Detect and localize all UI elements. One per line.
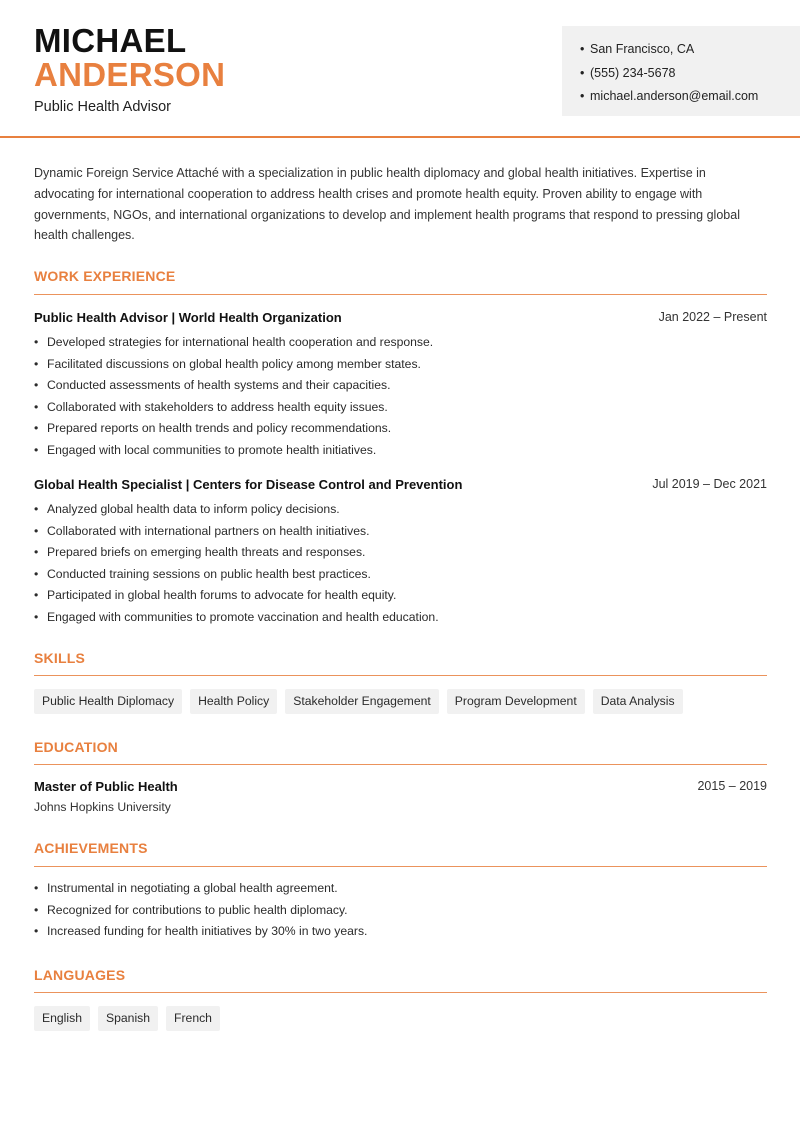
summary-text: Dynamic Foreign Service Attaché with a specialization in public health diplomacy and global health initiatives. Expertise in advocating for international cooperation to address health crises and promote health equity. Proven ability to engage with governments, NGOs, and international organizations to develop and implement health programs that respond to pressing global health challenges. <box>34 166 740 243</box>
language-tag: English <box>34 1006 90 1031</box>
job-header <box>34 477 767 492</box>
list-item: • Instrumental in negotiating a global health agreement. <box>34 878 767 900</box>
resume-header <box>0 0 800 138</box>
skill-tag: Stakeholder Engagement <box>285 689 439 714</box>
list-item: • Developed strategies for international health cooperation and response. <box>34 332 767 354</box>
skill-tag: Public Health Diplomacy <box>34 689 182 714</box>
education-dates: 2015 – 2019 <box>697 779 767 793</box>
section-title-languages: LANGUAGES <box>34 967 126 983</box>
education-degree: Master of Public Health <box>34 779 178 794</box>
section-divider <box>34 992 767 993</box>
list-item: • Conducted training sessions on public health best practices. <box>34 564 767 586</box>
job-bullets <box>34 499 767 628</box>
list-item: • Collaborated with stakeholders to address health equity issues. <box>34 397 767 419</box>
list-item: • Prepared briefs on emerging health threats and responses. <box>34 542 767 564</box>
list-item: • Recognized for contributions to public health diplomacy. <box>34 900 767 922</box>
language-tags <box>34 1006 220 1031</box>
job-dates: Jan 2022 – Present <box>658 310 767 324</box>
skills-tags <box>34 689 683 714</box>
list-item: • Participated in global health forums to advocate for health equity. <box>34 585 767 607</box>
skill-tag: Program Development <box>447 689 585 714</box>
job-role: Public Health Advisor | World Health Organization <box>34 310 342 325</box>
section-divider <box>34 764 767 765</box>
last-name: ANDERSON <box>34 56 226 93</box>
list-item: • Collaborated with international partners on health initiatives. <box>34 521 767 543</box>
list-item: • Engaged with communities to promote vaccination and health education. <box>34 607 767 629</box>
contact-phone: • (555) 234-5678 <box>580 62 800 86</box>
skill-tag: Health Policy <box>190 689 277 714</box>
skill-tag: Data Analysis <box>593 689 683 714</box>
contact-email[interactable]: • michael.anderson@email.com <box>580 85 800 109</box>
list-item: • Analyzed global health data to inform policy decisions. <box>34 499 767 521</box>
contact-box <box>562 26 800 116</box>
section-divider <box>34 294 767 295</box>
achievement-bullets <box>34 878 767 943</box>
job-title: Public Health Advisor <box>34 99 172 115</box>
list-item: • Conducted assessments of health systems and their capacities. <box>34 375 767 397</box>
list-item: • Increased funding for health initiatives by 30% in two years. <box>34 921 767 943</box>
section-title-achievements: ACHIEVEMENTS <box>34 840 148 856</box>
list-item: • Prepared reports on health trends and policy recommendations. <box>34 418 767 440</box>
language-tag: Spanish <box>98 1006 158 1031</box>
job-dates: Jul 2019 – Dec 2021 <box>652 477 767 491</box>
section-title-work: WORK EXPERIENCE <box>34 268 176 284</box>
job-bullets <box>34 332 767 461</box>
job-role: Global Health Specialist | Centers for Disease Control and Prevention <box>34 477 463 492</box>
section-title-skills: SKILLS <box>34 650 85 666</box>
job-header <box>34 310 767 325</box>
list-item: • Facilitated discussions on global health policy among member states. <box>34 354 767 376</box>
section-divider <box>34 866 767 867</box>
list-item: • Engaged with local communities to promote health initiatives. <box>34 440 767 462</box>
section-title-education: EDUCATION <box>34 739 118 755</box>
language-tag: French <box>166 1006 220 1031</box>
education-school: Johns Hopkins University <box>34 800 171 814</box>
contact-location: • San Francisco, CA <box>580 38 800 62</box>
section-divider <box>34 675 767 676</box>
first-name: MICHAEL <box>34 22 187 59</box>
